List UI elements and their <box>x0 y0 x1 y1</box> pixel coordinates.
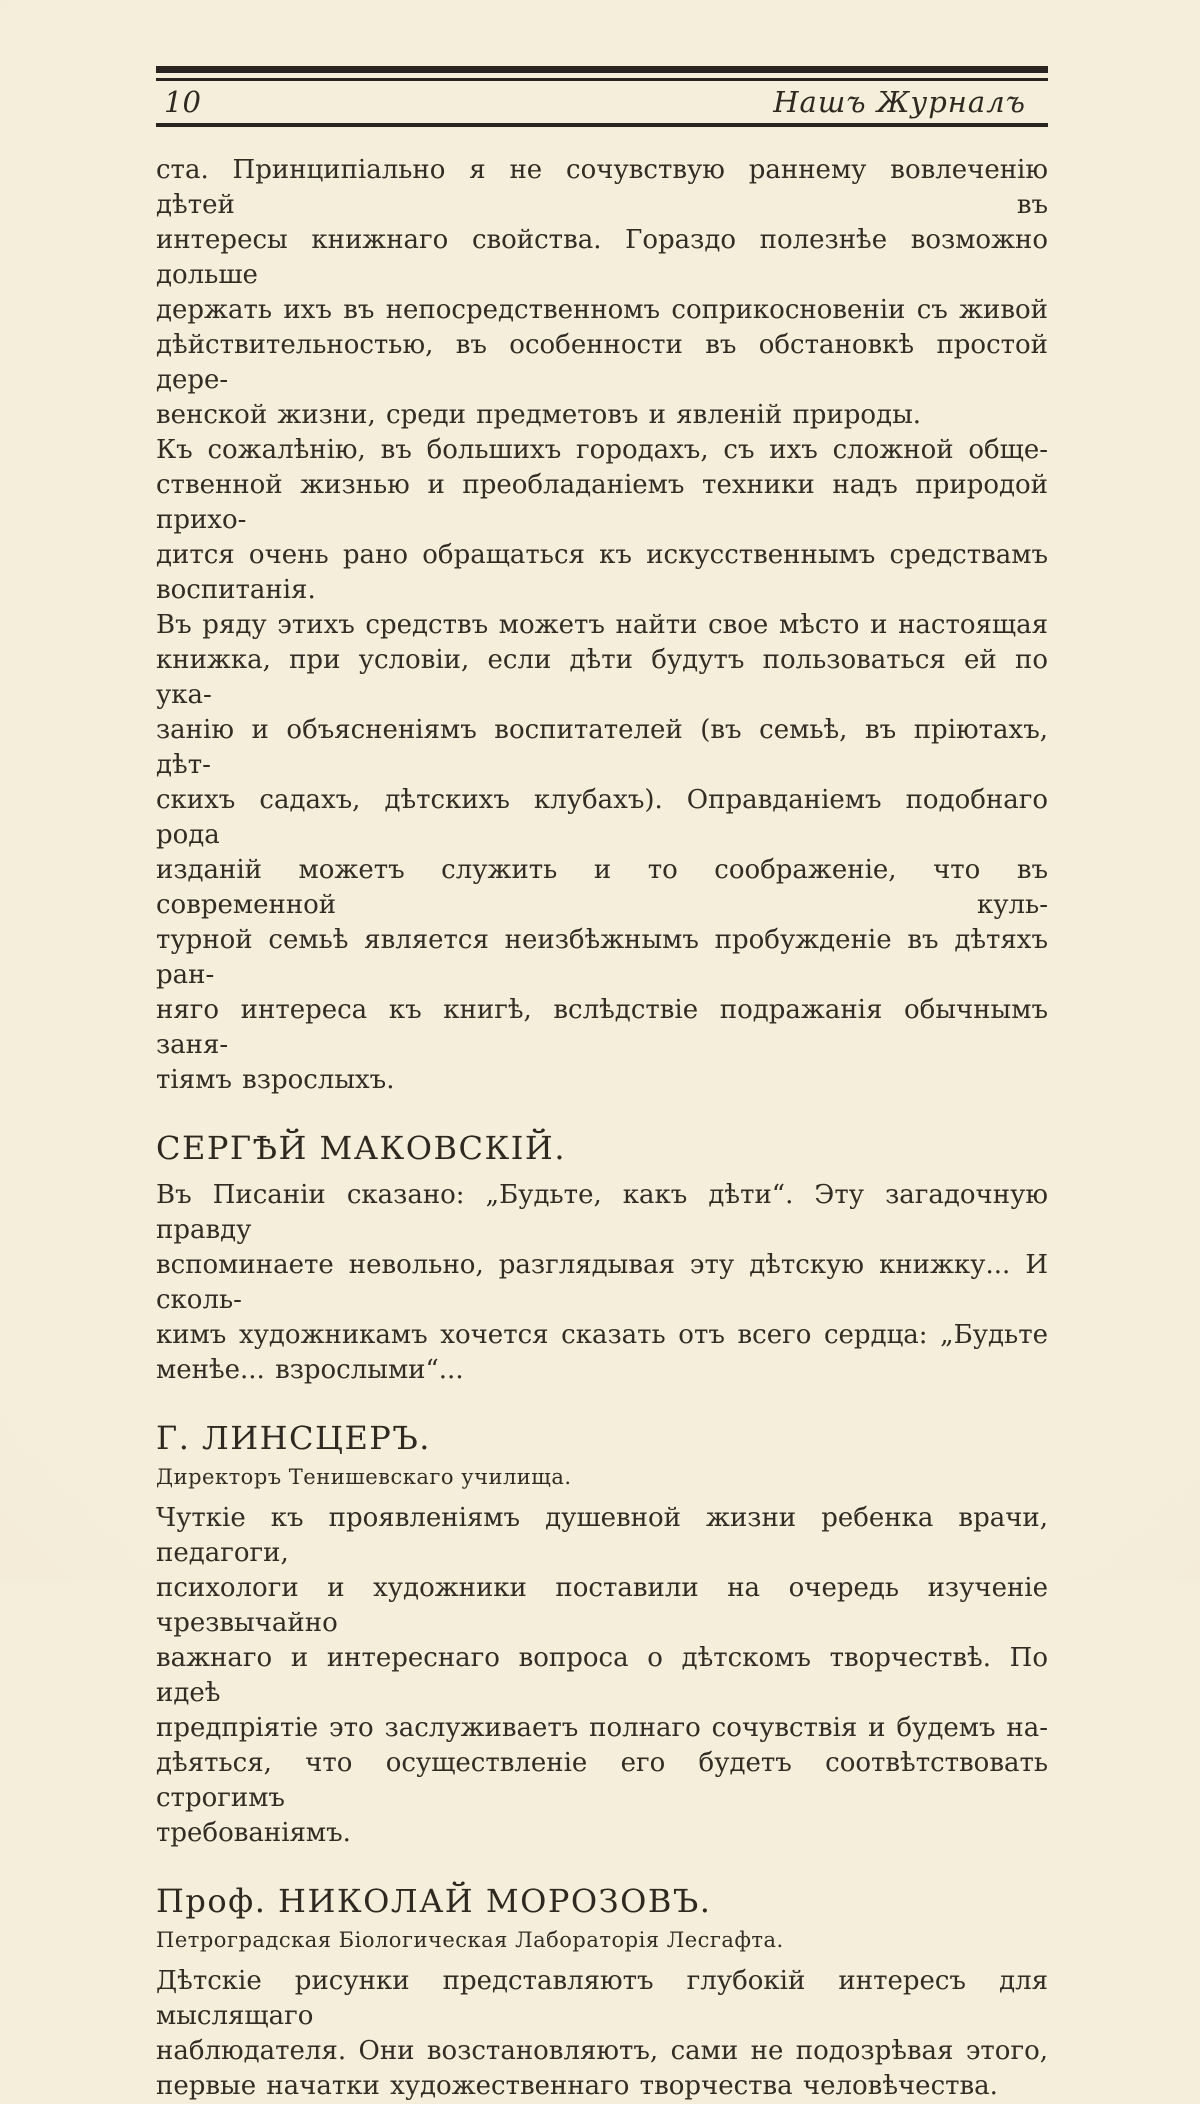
paragraph-line: дѣяться, что осуществленіе его будетъ соотвѣтствовать строгимъ <box>156 1748 1048 1813</box>
body-paragraph <box>156 433 1048 608</box>
paragraph-line: важнаго и интереснаго вопроса о дѣтскомъ творчествѣ. По идеѣ <box>156 1643 1048 1708</box>
page-header <box>156 81 1048 123</box>
paragraph-line: Въ ряду этихъ средствъ можетъ найти свое мѣсто и настоящая <box>156 610 1048 640</box>
header-top-rule-thick <box>156 66 1048 73</box>
paragraph-line: ственной жизнью и преобладаніемъ техники надъ природой прихо- <box>156 470 1048 535</box>
paragraph-line: скихъ садахъ, дѣтскихъ клубахъ). Оправданіемъ подобнаго рода <box>156 785 1048 850</box>
paragraph-line: Дѣтскіе рисунки представляютъ глубокій интересъ для мыслящаго <box>156 1966 1048 2031</box>
body-paragraph <box>156 1501 1048 1851</box>
paragraph-line: тіямъ взрослыхъ. <box>156 1065 395 1095</box>
journal-title: Нашъ Журналъ <box>773 85 1026 119</box>
paragraph-line: наблюдателя. Они возстановляютъ, сами не подозрѣвая этого, <box>156 2036 1048 2066</box>
paragraph-line: воспитанія. <box>156 575 316 605</box>
paragraph-line: ста. Принципіально я не сочувствую раннему вовлеченію дѣтей въ <box>156 155 1048 220</box>
paragraph-line: няго интереса къ книгѣ, вслѣдствіе подражанія обычнымъ заня- <box>156 995 1048 1060</box>
paragraph-line: дѣйствительностью, въ особенности въ обстановкѣ простой дере- <box>156 330 1048 395</box>
paragraph-line: дится очень рано обращаться къ искусственнымъ средствамъ <box>156 540 1048 570</box>
page-body-text <box>156 153 1048 2104</box>
section-heading: Проф. НИКОЛАЙ МОРОЗОВЪ. <box>156 1882 712 1920</box>
section-subtitle: Директоръ Тенишевскаго училища. <box>156 1465 572 1489</box>
section-subtitle: Петроградская Біологическая Лабораторія Лесгафта. <box>156 1928 784 1952</box>
page-content-column <box>156 66 1048 2104</box>
paragraph-line: интересы книжнаго свойства. Гораздо полезнѣе возможно дольше <box>156 225 1048 290</box>
paragraph-line: кимъ художникамъ хочется сказать отъ всего сердца: „Будьте <box>156 1320 1048 1350</box>
paragraph-line: первые начатки художественнаго творчества человѣчества. <box>156 2071 998 2101</box>
body-paragraph <box>156 1964 1048 2104</box>
paragraph-line: венской жизни, среди предметовъ и явленій природы. <box>156 400 922 430</box>
paragraph-line: Къ сожалѣнію, въ большихъ городахъ, съ ихъ сложной обще- <box>156 435 1048 465</box>
paragraph-line: турной семьѣ является неизбѣжнымъ пробужденіе въ дѣтяхъ ран- <box>156 925 1048 990</box>
paragraph-line: менѣе... взрослыми“... <box>156 1355 464 1385</box>
paragraph-line: книжка, при условіи, если дѣти будутъ пользоваться ей по ука- <box>156 645 1048 710</box>
paragraph-line: занію и объясненіямъ воспитателей (въ семьѣ, въ пріютахъ, дѣт- <box>156 715 1048 780</box>
paragraph-line: требованіямъ. <box>156 1818 351 1848</box>
paragraph-line: Чуткіе къ проявленіямъ душевной жизни ребенка врачи, педагоги, <box>156 1503 1048 1568</box>
paragraph-line: держать ихъ въ непосредственномъ соприкосновеніи съ живой <box>156 295 1048 325</box>
paragraph-line: Въ Писаніи сказано: „Будьте, какъ дѣти“. Эту загадочную правду <box>156 1180 1048 1245</box>
section-heading: Г. ЛИНСЦЕРЪ. <box>156 1419 431 1457</box>
header-bottom-rule <box>156 123 1048 127</box>
paragraph-line: изданій можетъ служить и то соображеніе, что въ современной куль- <box>156 855 1048 920</box>
body-paragraph <box>156 608 1048 1098</box>
body-paragraph <box>156 1178 1048 1388</box>
paragraph-line: предпріятіе это заслуживаетъ полнаго сочувствія и будемъ на- <box>156 1713 1048 1743</box>
paragraph-line: психологи и художники поставили на очередь изученіе чрезвычайно <box>156 1573 1048 1638</box>
page-number: 10 <box>164 85 201 119</box>
body-paragraph <box>156 153 1048 433</box>
paragraph-line: вспоминаете невольно, разглядывая эту дѣтскую книжку... И сколь- <box>156 1250 1048 1315</box>
section-heading: СЕРГѢЙ МАКОВСКІЙ. <box>156 1129 566 1167</box>
